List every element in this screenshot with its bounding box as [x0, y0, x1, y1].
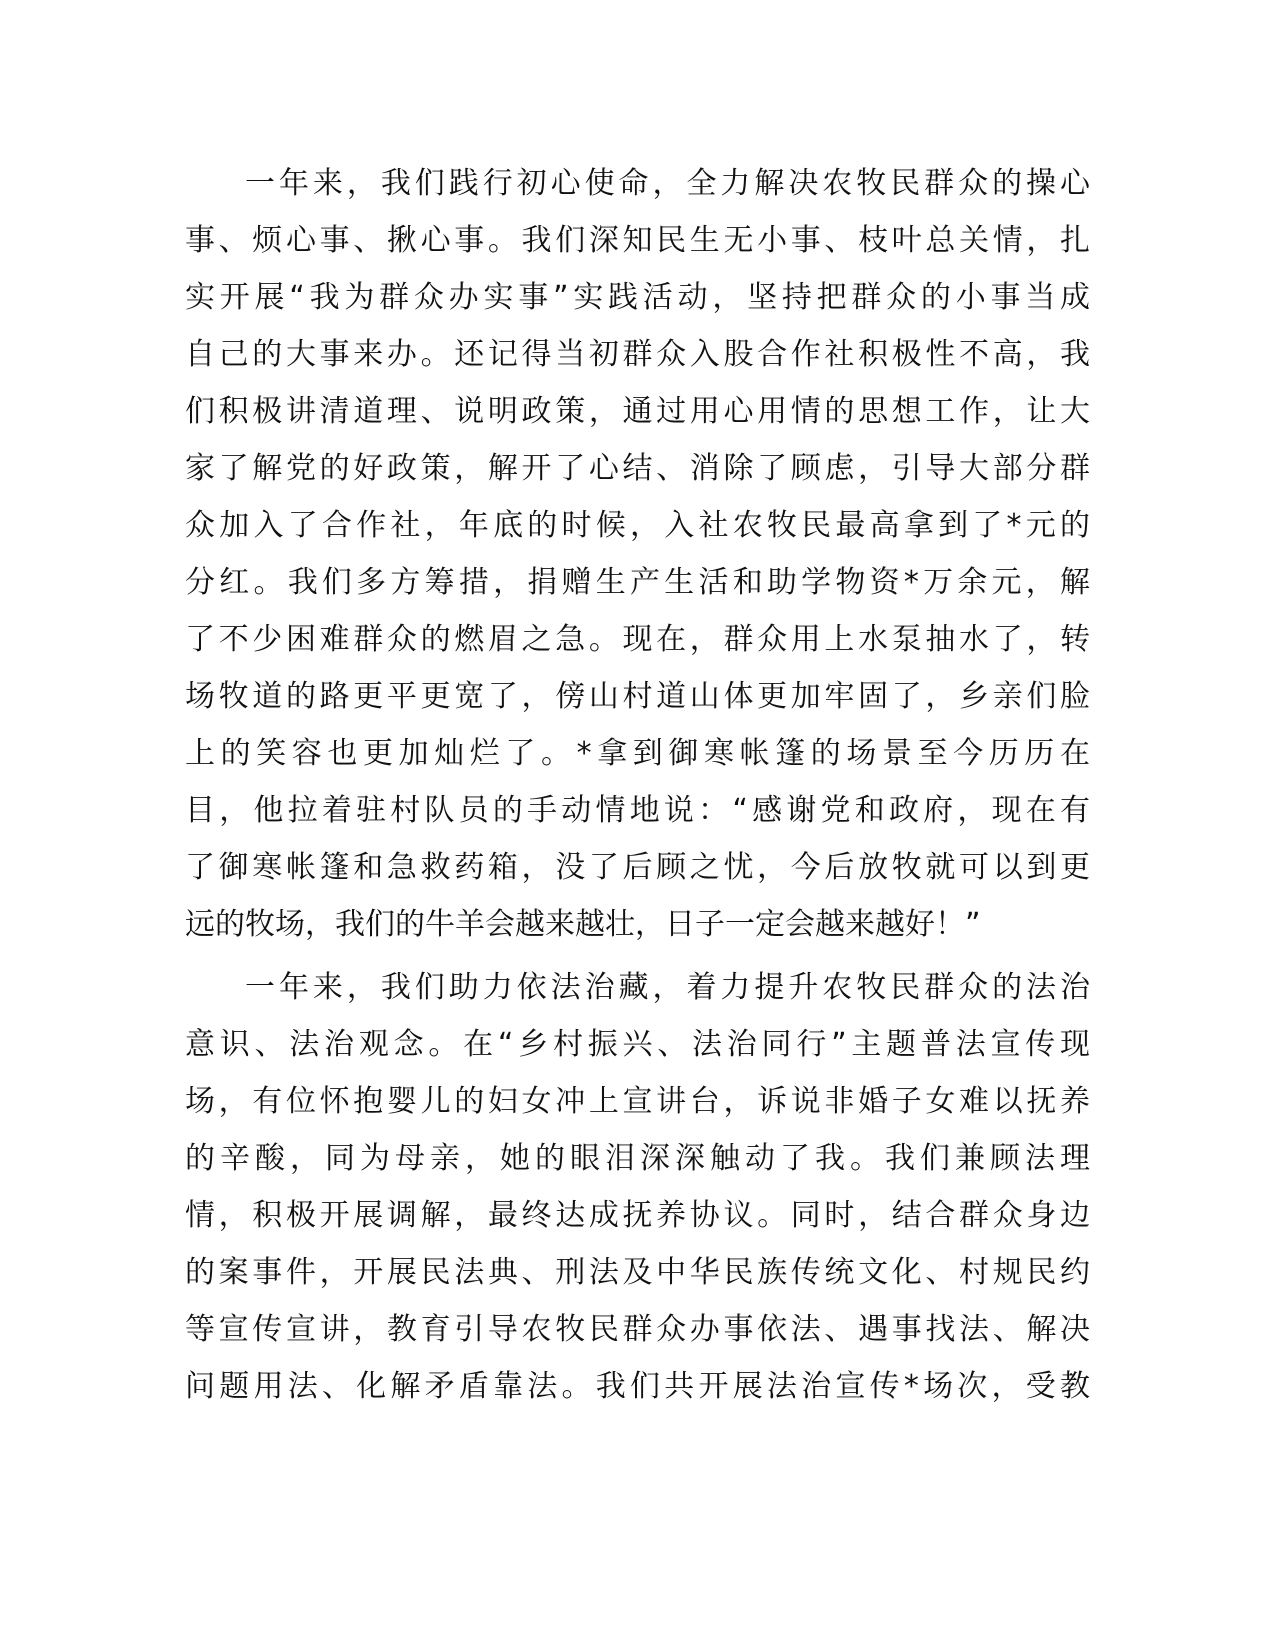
text-line: 自己的大事来办。还记得当初群众入股合作社积极性不高，我: [185, 337, 1090, 372]
text-line: 场牧道的路更平更宽了，傍山村道山体更加牢固了，乡亲们脸: [185, 679, 1090, 714]
text-line: 问题用法、化解矛盾靠法。我们共开展法治宣传*场次，受教: [185, 1369, 1090, 1404]
text-line: 意识、法治观念。在“乡村振兴、法治同行”主题普法宣传现: [185, 1027, 1090, 1062]
text-line: 目，他拉着驻村队员的手动情地说：“感谢党和政府，现在有: [185, 793, 1090, 828]
text-line: 分红。我们多方筹措，捐赠生产生活和助学物资*万余元，解: [185, 565, 1090, 600]
text-line: 众加入了合作社，年底的时候，入社农牧民最高拿到了*元的: [185, 508, 1090, 543]
text-line: 一年来，我们助力依法治藏，着力提升农牧民群众的法治: [245, 970, 1090, 1005]
text-line: 情，积极开展调解，最终达成抚养协议。同时，结合群众身边: [185, 1198, 1090, 1233]
text-line: 事、烦心事、揪心事。我们深知民生无小事、枝叶总关情，扎: [185, 223, 1090, 258]
text-line: 们积极讲清道理、说明政策，通过用心用情的思想工作，让大: [185, 394, 1090, 429]
paragraph-1: [185, 155, 1090, 953]
text-line: 远的牧场，我们的牛羊会越来越壮，日子一定会越来越好！”: [185, 907, 981, 942]
text-line: 的辛酸，同为母亲，她的眼泪深深触动了我。我们兼顾法理: [185, 1141, 1090, 1176]
text-line: 家了解党的好政策，解开了心结、消除了顾虑，引导大部分群: [185, 451, 1090, 486]
text-line: 一年来，我们践行初心使命，全力解决农牧民群众的操心: [245, 166, 1090, 201]
paragraph-2: [185, 959, 1090, 1415]
text-line: 实开展“我为群众办实事”实践活动，坚持把群众的小事当成: [185, 280, 1090, 315]
text-line: 了御寒帐篷和急救药箱，没了后顾之忧，今后放牧就可以到更: [185, 850, 1090, 885]
text-line: 上的笑容也更加灿烂了。*拿到御寒帐篷的场景至今历历在: [185, 736, 1090, 771]
text-line: 了不少困难群众的燃眉之急。现在，群众用上水泵抽水了，转: [185, 622, 1090, 657]
text-line: 的案事件，开展民法典、刑法及中华民族传统文化、村规民约: [185, 1255, 1090, 1290]
text-line: 等宣传宣讲，教育引导农牧民群众办事依法、遇事找法、解决: [185, 1312, 1090, 1347]
body-text: [185, 155, 1090, 1421]
text-line: 场，有位怀抱婴儿的妇女冲上宣讲台，诉说非婚子女难以抚养: [185, 1084, 1090, 1119]
